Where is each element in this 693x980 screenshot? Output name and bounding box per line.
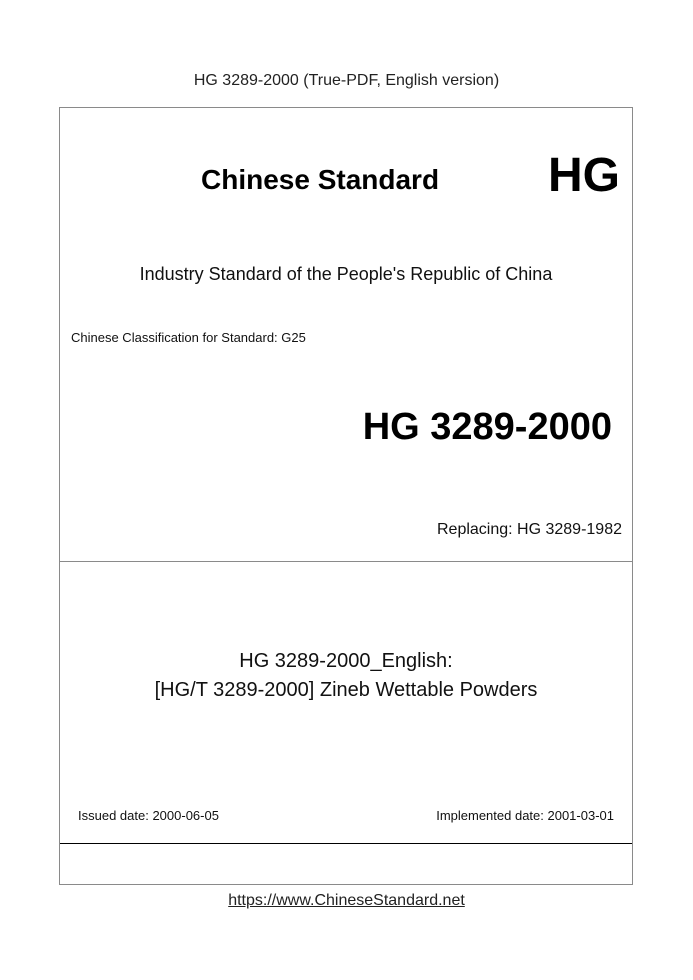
industry-standard-label: Industry Standard of the People's Republic of China <box>139 264 553 284</box>
website-link[interactable]: https://www.ChineseStandard.net <box>228 892 465 909</box>
standard-code-prefix: HG <box>548 149 620 202</box>
document-title-line-2: [HG/T 3289-2000] Zineb Wettable Powders <box>154 679 538 701</box>
issued-date: Issued date: 2000-06-05 <box>78 808 219 823</box>
cover-upper-section <box>60 108 632 562</box>
standard-number: HG 3289-2000 <box>362 406 612 448</box>
replacing-label: Replacing: HG 3289-1982 <box>436 521 622 538</box>
cover-title: Chinese Standard <box>201 164 440 195</box>
cover-lower-section <box>60 562 632 845</box>
cover-frame <box>59 107 633 885</box>
cover-footer-band <box>60 843 632 884</box>
implemented-date: Implemented date: 2001-03-01 <box>436 808 614 823</box>
classification-label: Chinese Classification for Standard: G25 <box>71 330 306 345</box>
document-title-line-1: HG 3289-2000_English: <box>239 650 453 672</box>
document-header-label: HG 3289-2000 (True-PDF, English version) <box>193 72 500 89</box>
